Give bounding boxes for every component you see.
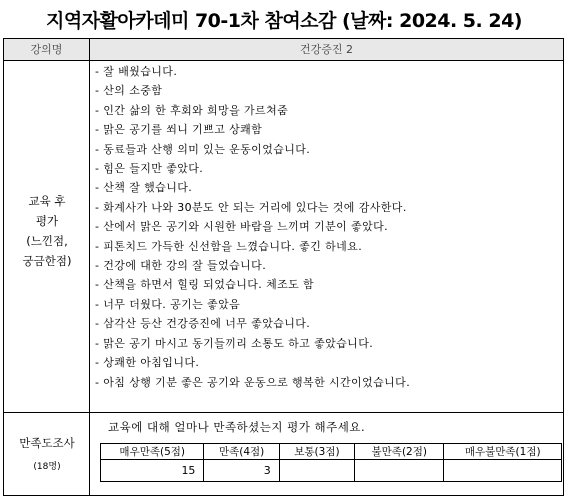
column-header: 매우불만족(1점): [444, 444, 562, 460]
list-item: - 삼각산 등산 건강증진에 너무 좋았습니다.: [95, 317, 311, 331]
satisfaction-question: 교육에 대해 얼마나 만족하셨는지 평가 해주세요.: [108, 420, 366, 434]
respondent-count: (18명): [33, 462, 61, 472]
list-item: - 잘 배웠습니다.: [95, 65, 178, 78]
list-item: - 맑은 공기 마시고 동기들끼리 소통도 하고 좋았습니다.: [95, 336, 374, 350]
satisfaction-table: [100, 443, 562, 482]
column-header: 매우만족(5점): [101, 444, 204, 460]
list-item: - 맑은 공기를 쐬니 기쁘고 상쾌함: [95, 123, 263, 137]
satisfaction-content-cell: [90, 413, 563, 496]
table-cell: 3: [204, 460, 279, 482]
list-item: - 동료들과 산행 의미 있는 운동이었습니다.: [95, 142, 311, 156]
list-item: - 화계사가 나와 30분도 안 되는 거리에 있다는 것에 감사한다.: [95, 200, 407, 214]
satisfaction-label: 만족도조사: [19, 436, 75, 450]
evaluation-label-line: (느낀점,: [26, 234, 68, 248]
list-item: - 상쾌한 아침입니다.: [95, 356, 200, 370]
column-header: 만족(4점): [204, 444, 279, 460]
table-cell: [355, 460, 444, 482]
evaluation-label: [4, 191, 90, 271]
feedback-sheet: [3, 38, 564, 496]
list-item: - 산책 잘 했습니다.: [95, 181, 193, 195]
lecture-name: 건강증진 2: [300, 43, 353, 56]
table-cell: [279, 460, 354, 482]
column-header: 보통(3점): [279, 444, 354, 460]
header-row: [4, 39, 563, 61]
table-cell: [444, 460, 562, 482]
list-item: - 힘은 들지만 좋았다.: [95, 162, 204, 176]
table-cell: 15: [101, 460, 204, 482]
evaluation-label-line: 평가: [35, 214, 59, 228]
satisfaction-label-cell: [4, 413, 90, 496]
list-item: - 산에서 맑은 공기와 시원한 바람을 느끼며 기분이 좋았다.: [95, 220, 389, 234]
lecture-label: 강의명: [4, 39, 90, 60]
page-title: 지역자활아카데미 70-1차 참여소감 (날짜: 2024. 5. 24): [46, 10, 522, 32]
evaluation-label-line: 궁금한점): [22, 254, 72, 268]
list-item: - 산책을 하면서 힐링 되었습니다. 체조도 함: [95, 278, 315, 292]
column-header: 불만족(2점): [355, 444, 444, 460]
evaluation-label-cell: [4, 61, 90, 413]
list-item: - 아침 상행 기분 좋은 공기와 운동으로 행복한 시간이었습니다.: [95, 375, 411, 389]
table-header-row: [101, 444, 562, 460]
list-item: - 피톤치드 가득한 신선함을 느꼈습니다. 좋긴 하네요.: [95, 239, 363, 253]
evaluation-label-line: 교육 후: [28, 194, 66, 208]
list-item: - 인간 삶의 한 후회와 희망을 가르쳐줌: [95, 103, 289, 117]
list-item: - 산의 소중함: [95, 84, 163, 98]
evaluation-list: [90, 61, 563, 392]
list-item: - 건강에 대한 강의 잘 들었습니다.: [95, 259, 267, 273]
evaluation-content-cell: [90, 61, 563, 413]
table-row: [101, 460, 562, 482]
list-item: - 너무 더웠다. 공기는 좋았음: [95, 297, 241, 311]
